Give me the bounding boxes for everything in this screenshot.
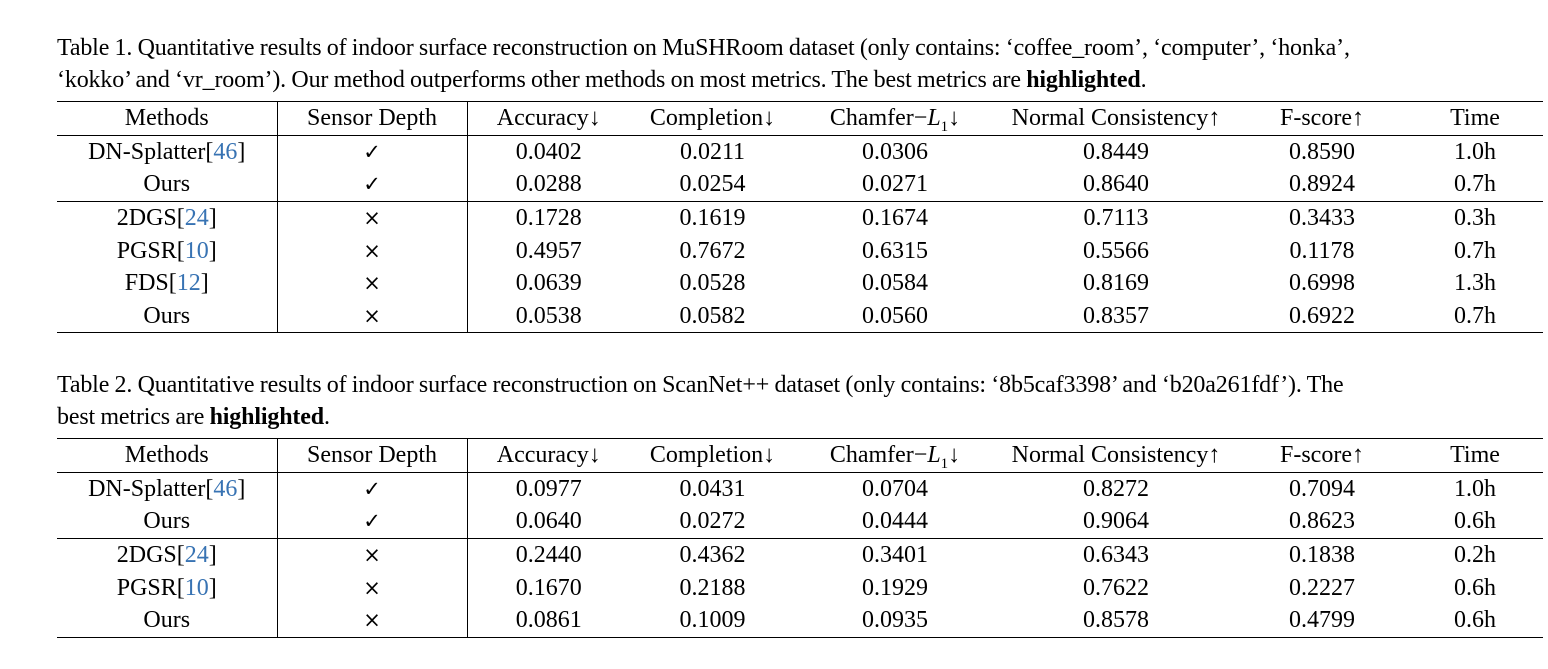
cross-icon: × (277, 300, 467, 333)
method-cell (57, 300, 277, 333)
fscore-cell: 0.8623 (1289, 508, 1355, 535)
header-chamfer: $Chamfer-L_1↓$ (795, 439, 995, 473)
chamfer-cell: 0.0271 (862, 171, 928, 198)
header-normal-consistency: Normal Consistency↑ (995, 102, 1237, 136)
checkmark-icon: ✓ (277, 135, 467, 168)
header-completion: Completion↓ (630, 439, 795, 473)
normal-cell: 0.9064 (1083, 508, 1149, 535)
table2-block (57, 369, 1543, 638)
accuracy-cell: 0.0639 (515, 270, 582, 297)
citation-link[interactable]: 10 (184, 237, 209, 264)
accuracy-cell: 0.0402 (515, 138, 582, 165)
method-name: FDS (124, 270, 169, 297)
method-cell (57, 505, 277, 538)
table-row (57, 571, 1543, 604)
method-name: 2DGS (116, 542, 177, 569)
completion-cell: 0.1009 (630, 604, 795, 637)
normal-cell: 0.7113 (995, 201, 1237, 234)
normal-cell: 0.8578 (995, 604, 1237, 637)
time-cell: 1.3h (1454, 270, 1496, 297)
chamfer-cell: 0.1674 (795, 201, 995, 234)
completion-cell: 0.0528 (679, 270, 746, 297)
accuracy-cell: 0.0538 (467, 300, 630, 333)
time-cell: 0.6h (1407, 604, 1543, 637)
fscore-cell: 0.8924 (1289, 171, 1355, 198)
time-cell: 1.0h (1454, 475, 1496, 502)
table2 (57, 438, 1543, 638)
cross-icon: × (277, 234, 467, 267)
fscore-cell: 0.1178 (1289, 237, 1355, 264)
normal-cell: 0.8357 (995, 300, 1237, 333)
table-row (57, 135, 1543, 168)
method-cell (57, 604, 277, 637)
method-cell: 2DGS[24] (57, 201, 277, 234)
accuracy-cell: 0.2440 (467, 538, 630, 571)
method-cell: DN-Splatter[46] (57, 135, 277, 168)
header-methods: Methods (57, 102, 277, 136)
citation-link[interactable]: 24 (184, 542, 209, 569)
time-cell: 0.7h (1454, 171, 1496, 198)
method-cell (57, 168, 277, 201)
cross-icon: × (277, 267, 467, 300)
accuracy-cell: 0.0288 (515, 171, 582, 198)
method-name: Ours (143, 302, 191, 329)
fscore-cell: 0.8590 (1289, 138, 1355, 165)
fscore-cell: 0.6998 (1289, 270, 1355, 297)
method-name: DN-Splatter (88, 475, 206, 502)
table1-caption-line2: ‘kokko’ and ‘vr_room’). Our method outperforms other methods on most metrics. The best metrics are highlighted. (57, 67, 1147, 93)
normal-cell: 0.8640 (1083, 171, 1149, 198)
completion-cell: 0.0211 (679, 138, 746, 165)
table-row (57, 267, 1543, 300)
accuracy-cell: 0.0640 (515, 508, 582, 535)
normal-cell: 0.8169 (1083, 270, 1149, 297)
normal-cell: 0.6343 (995, 538, 1237, 571)
normal-cell: 0.8449 (1083, 138, 1149, 165)
fscore-cell: 0.7094 (1289, 475, 1355, 502)
checkmark-icon: ✓ (277, 472, 467, 505)
fscore-cell: 0.1838 (1237, 538, 1407, 571)
fscore-cell: 0.4799 (1237, 604, 1407, 637)
table-row (57, 201, 1543, 234)
header-fscore: F-score↑ (1237, 439, 1407, 473)
header-accuracy: Accuracy↓ (467, 439, 630, 473)
fscore-cell: 0.3433 (1237, 201, 1407, 234)
table2-header-row (57, 439, 1543, 473)
header-sensor-depth: Sensor Depth (277, 439, 467, 473)
method-cell: PGSR[10] (57, 571, 277, 604)
cross-icon: × (277, 201, 467, 234)
table1-caption-highlight: highlighted (1026, 67, 1141, 93)
time-cell: 1.0h (1454, 138, 1496, 165)
method-name: PGSR (116, 237, 177, 264)
completion-cell: 0.4362 (630, 538, 795, 571)
table1-header-row (57, 102, 1543, 136)
chamfer-cell: 0.0584 (862, 270, 928, 297)
time-cell: 0.2h (1407, 538, 1543, 571)
table1-block (57, 32, 1543, 333)
header-accuracy: Accuracy↓ (467, 102, 630, 136)
chamfer-cell: 0.0560 (795, 300, 995, 333)
method-cell: FDS[12] (57, 267, 277, 300)
table2-caption-line2: best metrics are highlighted. (57, 404, 330, 430)
completion-cell: 0.2188 (679, 574, 746, 601)
header-fscore: F-score↑ (1237, 102, 1407, 136)
time-cell: 0.6h (1454, 508, 1496, 535)
cross-icon: × (277, 538, 467, 571)
completion-cell: 0.0254 (679, 171, 746, 198)
cross-icon: × (277, 604, 467, 637)
table1-caption-line1: Table 1. Quantitative results of indoor surface reconstruction on MuSHRoom dataset (only contains: ‘coffee_room’, ‘computer’, ‘honka’, (57, 35, 1350, 61)
time-cell: 0.7h (1454, 237, 1496, 264)
table2-caption-line1: Table 2. Quantitative results of indoor surface reconstruction on ScanNet++ dataset (only contains: ‘8b5caf3398’ and ‘b20a261fdf’). The (57, 372, 1344, 398)
cross-icon: × (277, 571, 467, 604)
accuracy-cell: 0.1728 (467, 201, 630, 234)
table-row (57, 604, 1543, 637)
method-name: PGSR (116, 574, 177, 601)
table-row (57, 234, 1543, 267)
completion-cell: 0.1619 (630, 201, 795, 234)
table-row (57, 300, 1543, 333)
header-completion: Completion↓ (630, 102, 795, 136)
method-name: DN-Splatter (88, 138, 206, 165)
table-row (57, 538, 1543, 571)
method-cell: 2DGS[24] (57, 538, 277, 571)
citation-link[interactable]: 46 (213, 475, 238, 502)
accuracy-cell: 0.0861 (467, 604, 630, 637)
header-normal-consistency: Normal Consistency↑ (995, 439, 1237, 473)
table1 (57, 101, 1543, 333)
chamfer-cell: 0.6315 (862, 237, 928, 264)
accuracy-cell: 0.4957 (515, 237, 582, 264)
table1-body (57, 135, 1543, 333)
completion-cell: 0.0431 (679, 475, 746, 502)
time-cell: 0.3h (1407, 201, 1543, 234)
header-chamfer: $Chamfer-L_1↓$ (795, 102, 995, 136)
header-sensor-depth: Sensor Depth (277, 102, 467, 136)
chamfer-cell: 0.0704 (862, 475, 928, 502)
table-row (57, 168, 1543, 201)
citation-link[interactable]: 46 (213, 138, 238, 165)
time-cell: 0.7h (1407, 300, 1543, 333)
normal-cell: 0.8272 (1083, 475, 1149, 502)
fscore-cell: 0.6922 (1237, 300, 1407, 333)
chamfer-cell: 0.0306 (862, 138, 928, 165)
header-methods: Methods (57, 439, 277, 473)
chamfer-cell: 0.0935 (795, 604, 995, 637)
method-cell: DN-Splatter[46] (57, 472, 277, 505)
accuracy-cell: 0.1670 (515, 574, 582, 601)
chamfer-cell: 0.1929 (862, 574, 928, 601)
method-cell: PGSR[10] (57, 234, 277, 267)
citation-link[interactable]: 12 (176, 270, 201, 297)
accuracy-cell: 0.0977 (515, 475, 582, 502)
citation-link[interactable]: 10 (184, 574, 209, 601)
table-row (57, 472, 1543, 505)
method-name: Ours (143, 607, 191, 634)
fscore-cell: 0.2227 (1289, 574, 1355, 601)
completion-cell: 0.0582 (630, 300, 795, 333)
normal-cell: 0.5566 (1083, 237, 1149, 264)
time-cell: 0.6h (1454, 574, 1496, 601)
table2-body (57, 472, 1543, 637)
table-row (57, 505, 1543, 538)
chamfer-cell: 0.0444 (862, 508, 928, 535)
checkmark-icon: ✓ (277, 505, 467, 538)
method-name: Ours (143, 171, 191, 198)
chamfer-cell: 0.3401 (795, 538, 995, 571)
citation-link[interactable]: 24 (184, 205, 209, 232)
method-name: Ours (143, 508, 191, 535)
method-name: 2DGS (116, 205, 177, 232)
completion-cell: 0.0272 (679, 508, 746, 535)
header-time: Time (1407, 102, 1543, 136)
normal-cell: 0.7622 (1083, 574, 1149, 601)
table2-caption-highlight: highlighted (209, 404, 324, 430)
checkmark-icon: ✓ (277, 168, 467, 201)
header-time: Time (1407, 439, 1543, 473)
completion-cell: 0.7672 (679, 237, 746, 264)
